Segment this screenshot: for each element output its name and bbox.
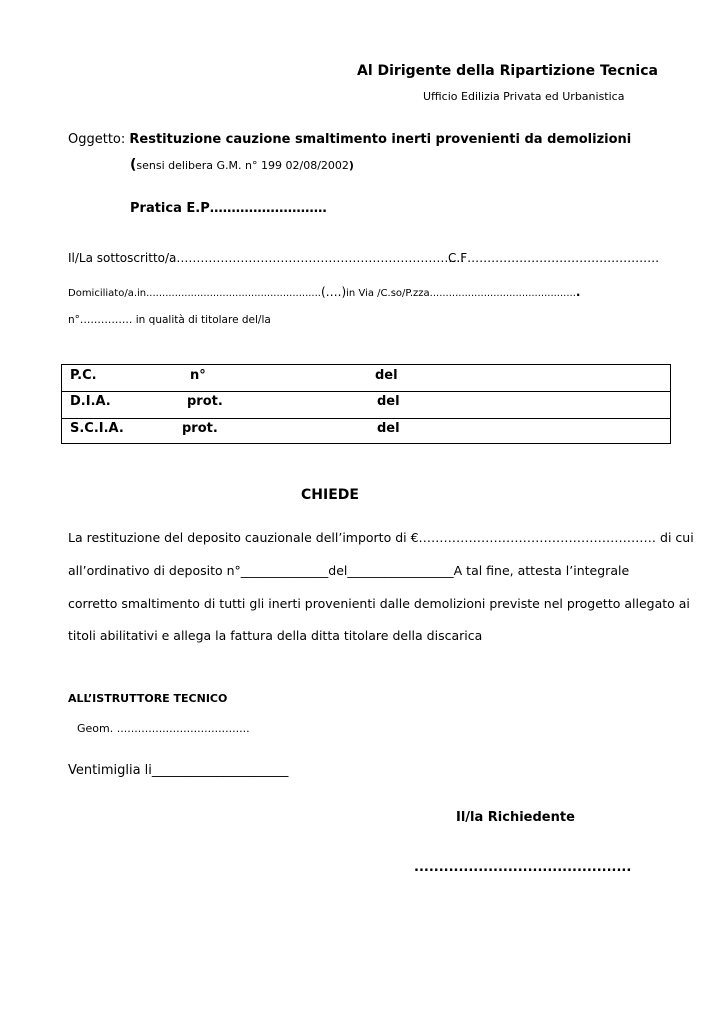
office-subheading: Ufficio Edilizia Privata ed Urbanistica	[423, 90, 625, 103]
istruttore-heading: ALL’ISTRUTTORE TECNICO	[68, 692, 228, 705]
domicilio-field[interactable]	[68, 285, 580, 299]
permit-type: P.C.	[70, 368, 97, 383]
permit-type: S.C.I.A.	[70, 421, 124, 436]
geom-field[interactable]: Geom. ......................................	[77, 722, 250, 735]
chiede-heading: CHIEDE	[301, 487, 359, 503]
domicilio-street: in Via /C.so/P.zza..............................................	[346, 288, 576, 299]
subject-line	[68, 132, 631, 147]
permit-table	[61, 364, 671, 444]
body-line-1: La restituzione del deposito cauzionale dell’importo di €………………………………………………… di cui	[68, 530, 694, 545]
subject-text: Restituzione cauzione smaltimento inerti provenienti da demolizioni	[129, 132, 632, 147]
signature-label: Il/la Richiedente	[456, 810, 575, 825]
domicilio-city: Domiciliato/a.in.......................................................	[68, 288, 321, 299]
codice-fiscale-field[interactable]: C.F…………………………………………	[448, 251, 660, 265]
table-row	[62, 418, 670, 444]
reference-text: sensi delibera G.M. n° 199 02/08/2002	[136, 159, 349, 172]
pratica-field[interactable]: Pratica E.P………………………	[130, 201, 327, 216]
body-line-2: all’ordinativo di deposito n°______________del_________________A tal fine, attesta l’integrale	[68, 563, 630, 578]
permit-type: D.I.A.	[70, 394, 111, 409]
civic-number-field[interactable]: n°…………… in qualità di titolare del/la	[68, 314, 271, 326]
reference-open-paren: (	[130, 157, 137, 173]
domicilio-end: .	[575, 285, 581, 299]
signature-line[interactable]: ............................................	[414, 860, 632, 875]
domicilio-province: (….)	[320, 285, 347, 299]
permit-date-label[interactable]: del	[377, 421, 400, 436]
table-row	[62, 391, 670, 419]
recipient-heading: Al Dirigente della Ripartizione Tecnica	[357, 63, 658, 79]
subject-label: Oggetto:	[68, 132, 126, 147]
reference-close-paren: )	[348, 159, 354, 172]
table-row	[62, 365, 670, 392]
permit-number-label[interactable]: n°	[190, 368, 206, 383]
permit-number-label[interactable]: prot.	[187, 394, 223, 409]
body-line-4: titoli abilitativi e allega la fattura della ditta titolare della discarica	[68, 628, 483, 643]
sottoscritto-field[interactable]: Il/La sottoscritto/a………………………………………………………………	[68, 251, 465, 265]
permit-date-label[interactable]: del	[377, 394, 400, 409]
permit-date-label[interactable]: del	[375, 368, 398, 383]
subject-reference	[130, 157, 354, 173]
place-date-field[interactable]: Ventimiglia li_____________________	[68, 763, 289, 778]
permit-number-label[interactable]: prot.	[182, 421, 218, 436]
body-line-3: corretto smaltimento di tutti gli inerti provenienti dalle demolizioni previste nel progetto allegato ai	[68, 596, 690, 611]
